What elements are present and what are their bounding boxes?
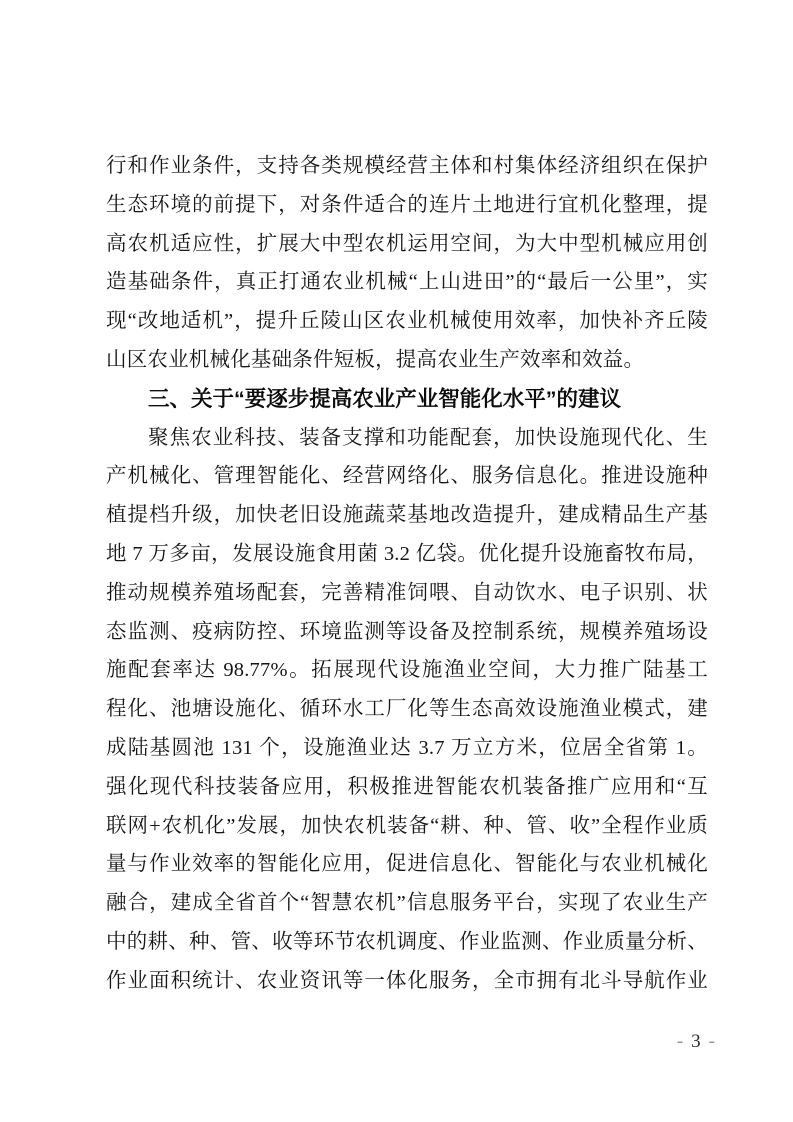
section-heading: 三、关于“要逐步提高农业产业智能化水平”的建议 xyxy=(148,386,622,411)
body-line: 强化现代科技装备应用，积极推进智能农机装备推广应用和“互 xyxy=(106,775,708,798)
body-line: 施配套率达 98.77%。拓展现代设施渔业空间，大力推广陆基工 xyxy=(106,659,708,682)
paragraph-1 xyxy=(106,147,708,380)
body-line: 量与作业效率的智能化应用，促进信息化、智能化与农业机械化 xyxy=(106,853,708,876)
paragraph-2 xyxy=(106,419,708,1001)
page-number-value: 3 xyxy=(691,1031,702,1052)
page-number-dash: - xyxy=(676,1031,685,1052)
page-number xyxy=(670,1030,723,1054)
body-line: 聚焦农业科技、装备支撑和功能配套，加快设施现代化、生 xyxy=(148,426,708,449)
body-line: 行和作业条件，支持各类规模经营主体和村集体经济组织在保护 xyxy=(106,155,708,177)
page-number-dash: - xyxy=(708,1031,716,1052)
body-line: 山区农业机械化基础条件短板，提高农业生产效率和效益。 xyxy=(106,348,645,371)
body-line: 作业面积统计、农业资讯等一体化服务，全市拥有北斗导航作业 xyxy=(106,969,708,992)
body-line: 地 7 万多亩，发展设施食用菌 3.2 亿袋。优化提升设施畜牧布局， xyxy=(106,542,708,565)
body-line: 成陆基圆池 131 个，设施渔业达 3.7 万立方米，位居全省第 1。 xyxy=(106,736,708,759)
body-line: 联网+农机化”发展，加快农机装备“耕、种、管、收”全程作业质 xyxy=(106,814,708,837)
body-line: 高农机适应性，扩展大中型农机运用空间，为大中型机械应用创 xyxy=(106,232,708,255)
body-line: 植提档升级，加快老旧设施蔬菜基地改造提升，建成精品生产基 xyxy=(106,504,708,527)
body-line: 产机械化、管理智能化、经营网络化、服务信息化。推进设施种 xyxy=(106,465,708,488)
body-line: 生态环境的前提下，对条件适合的连片土地进行宜机化整理，提 xyxy=(106,193,708,216)
body-line: 现“改地适机”，提升丘陵山区农业机械使用效率，加快补齐丘陵 xyxy=(106,310,708,333)
body-line: 程化、池塘设施化、循环水工厂化等生态高效设施渔业模式，建 xyxy=(106,698,708,721)
body-line: 融合，建成全省首个“智慧农机”信息服务平台，实现了农业生产 xyxy=(106,892,708,915)
body-line: 推动规模养殖场配套，完善精准饲喂、自动饮水、电子识别、状 xyxy=(106,581,708,604)
body-line: 中的耕、种、管、收等环节农机调度、作业监测、作业质量分析、 xyxy=(106,930,708,953)
text-block xyxy=(106,147,708,1001)
body-line: 造基础条件，真正打通农业机械“上山进田”的“最后一公里”，实 xyxy=(106,271,708,294)
body-line: 态监测、疫病防控、环境监测等设备及控制系统，规模养殖场设 xyxy=(106,620,708,643)
